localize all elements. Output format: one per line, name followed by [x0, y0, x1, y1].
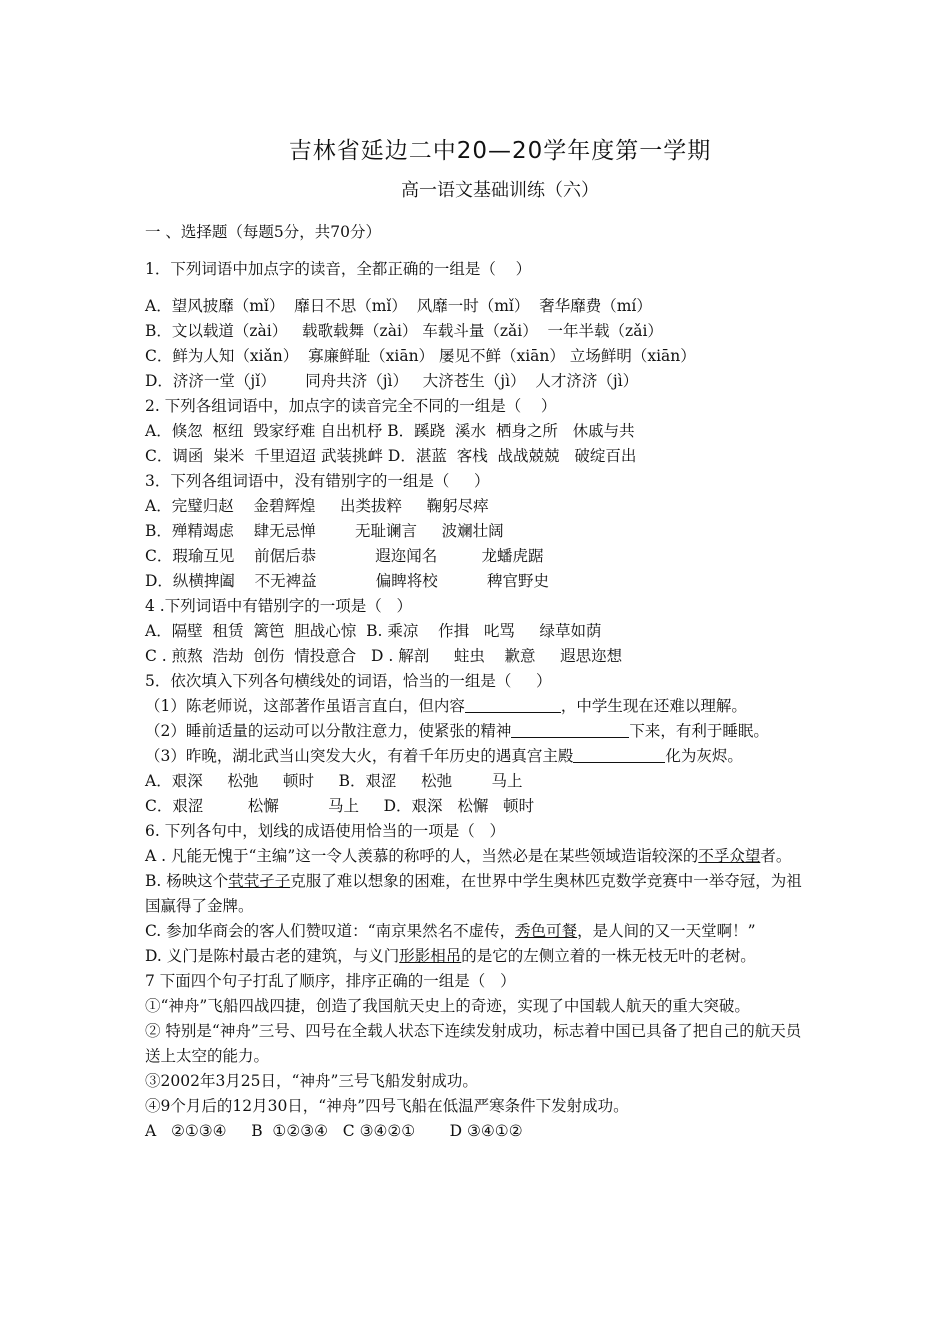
- q2-stem: 2. 下列各组词语中，加点字的读音完全不同的一组是（ ）: [145, 397, 557, 415]
- underlined-idiom: 秀色可餐: [515, 922, 578, 940]
- q6-option-a: A . 凡能无愧于“主编”这一令人羡慕的称呼的人，当然必是在某些领域造诣较深的不孚众望者。: [145, 847, 792, 865]
- answer-blank: [511, 721, 629, 738]
- underlined-idiom: 不孚众望: [698, 847, 761, 865]
- q5-sentence-3: （3）昨晚，湖北武当山突发大火，有着千年历史的遇真宫主殿 化为灰烬。: [145, 747, 743, 765]
- section-heading: 一 、选择题（每题5分，共70分）: [145, 223, 382, 241]
- q4-stem: 4 .下列词语中有错别字的一项是（ ）: [145, 597, 412, 615]
- q4-options-cd: C . 煎熬 浩劫 创伤 情投意合 D . 解剖 蛀虫 歉意 遐思迩想: [145, 647, 623, 665]
- q2-options-ab: A．倏忽 枢纽 毁家纾难 自出机杼 B．蹊跷 溪水 栖身之所 休戚与共: [145, 422, 635, 440]
- q3-option-b: B．殚精竭虑 肆无忌惮 无耻谰言 波斓壮阔: [145, 522, 504, 540]
- q6-option-d: D. 义门是陈村最古老的建筑，与义门形影相吊的是它的左侧立着的一株无枝无叶的老树。: [145, 947, 756, 965]
- q1-option-a: A．望风披靡（mǐ） 靡日不思（mǐ） 风靡一时（mǐ） 奢华靡费（mí）: [145, 297, 652, 315]
- q7-sentence-3: ③2002年3月25日，“神舟”三号飞船发射成功。: [145, 1072, 478, 1090]
- q5-options-cd: C．艰涩 松懈 马上 D．艰深 松懈 顿时: [145, 797, 535, 815]
- page-subtitle: 高一语文基础训练（六）: [401, 180, 599, 201]
- q7-sentence-1: ①“神舟”飞船四战四捷，创造了我国航天史上的奇迹，实现了中国载人航天的重大突破。: [145, 997, 750, 1015]
- q6-option-b: B. 杨映这个茕茕孑子克服了难以想象的困难，在世界中学生奥林匹克数学竞赛中一举夺冠，为祖国赢得了金牌。: [145, 872, 802, 915]
- answer-blank: [465, 696, 561, 713]
- q5-sentence-1: （1）陈老师说，这部著作虽语言直白，但内容 ，中学生现在还难以理解。: [145, 697, 747, 715]
- q3-option-c: C．瑕瑜互见 前倨后恭 遐迩闻名 龙蟠虎踞: [145, 547, 544, 565]
- q7-sentence-2: ② 特别是“神舟”三号、四号在全载人状态下连续发射成功，标志着中国已具备了把自己的航天员送上太空的能力。: [145, 1022, 802, 1065]
- q4-options-ab: A．隔壁 租赁 篱笆 胆战心惊 B. 乘凉 作揖 叱骂 绿草如荫: [145, 622, 602, 640]
- q5-sentence-2: （2）睡前适量的运动可以分散注意力，使紧张的精神 下来，有利于睡眠。: [145, 722, 769, 740]
- q6-option-c: C. 参加华商会的客人们赞叹道：“南京果然名不虚传，秀色可餐，是人间的又一天堂啊！”: [145, 922, 756, 940]
- q1-option-b: B．文以载道（zài） 载歌载舞（zài） 车载斗量（zǎi） 一年半载（zǎi）: [145, 322, 663, 340]
- q6-stem: 6. 下列各句中，划线的成语使用恰当的一项是（ ）: [145, 822, 505, 840]
- underlined-idiom: 形影相吊: [399, 947, 462, 965]
- q1-option-d: D．济济一堂（jǐ） 同舟共济（jì） 大济苍生（jì） 人才济济（jì）: [145, 372, 639, 390]
- q7-options: A ②①③④ B ①②③④ C ③④②① D ③④①②: [145, 1122, 523, 1140]
- q1-stem: 1．下列词语中加点字的读音，全都正确的一组是（ ）: [145, 260, 532, 278]
- q2-options-cd: C．调函 粜米 千里迢迢 武装挑衅 D．湛蓝 客栈 战战兢兢 破绽百出: [145, 447, 637, 465]
- q3-option-d: D．纵横捭阖 不无裨益 偏睥将校 稗官野史: [145, 572, 550, 590]
- q5-stem: 5．依次填入下列各句横线处的词语，恰当的一组是（ ）: [145, 672, 552, 690]
- q1-option-c: C．鲜为人知（xiǎn） 寡廉鲜耻（xiān） 屡见不鲜（xiān） 立场鲜明（xiān）: [145, 347, 696, 365]
- q3-stem: 3．下列各组词语中，没有错别字的一组是（ ）: [145, 472, 490, 490]
- underlined-idiom: 茕茕孑子: [228, 872, 291, 890]
- page-title: 吉林省延边二中20—20学年度第一学期: [288, 138, 712, 164]
- q7-sentence-4: ④9个月后的12月30日，“神舟”四号飞船在低温严寒条件下发射成功。: [145, 1097, 629, 1115]
- q3-option-a: A．完璧归赵 金碧辉煌 出类拔粹 鞠躬尽瘁: [145, 497, 489, 515]
- question-body: [145, 220, 815, 1144]
- q7-stem: 7 下面四个句子打乱了顺序，排序正确的一组是（ ）: [145, 972, 516, 990]
- q5-options-ab: A．艰深 松弛 顿时 B．艰涩 松弛 马上: [145, 772, 523, 790]
- answer-blank: [573, 746, 665, 763]
